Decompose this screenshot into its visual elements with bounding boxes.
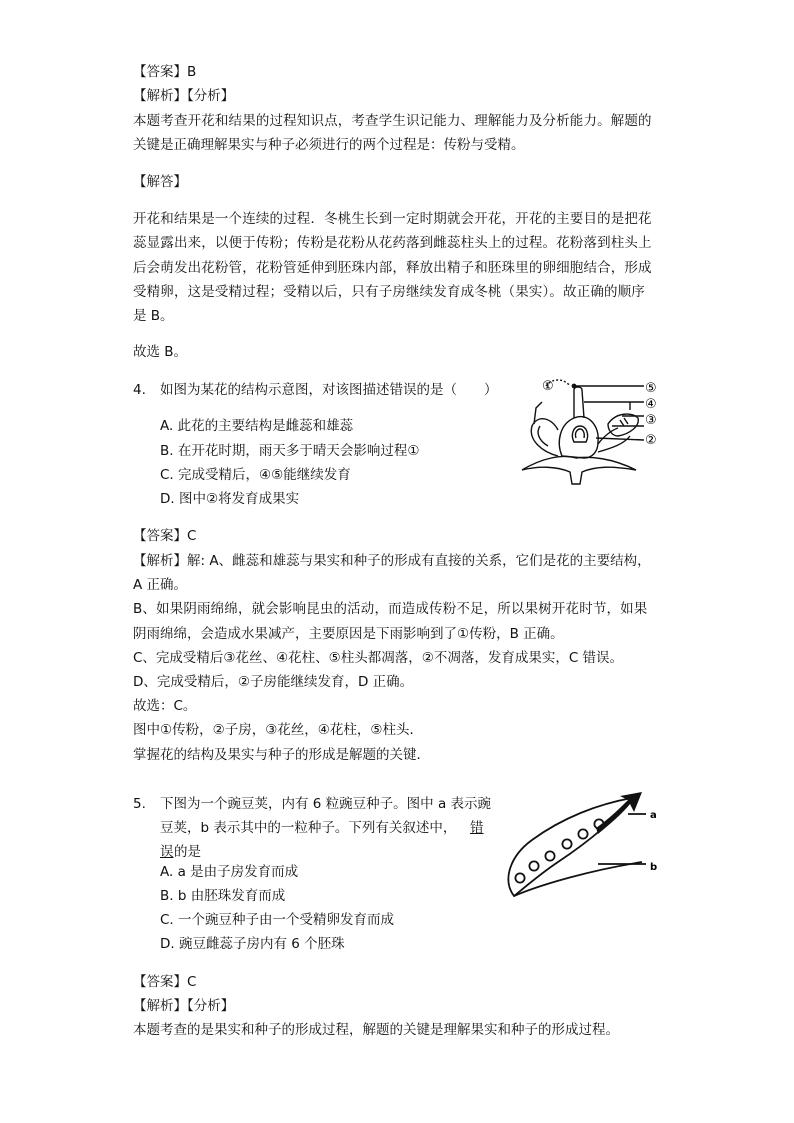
question-number: 5. [133, 796, 146, 812]
explanation-line: 图中①传粉，②子房，③花丝，④花柱，⑤柱头． [133, 722, 424, 738]
option-d: D. 图中②将发育成果实 [160, 491, 300, 507]
label-circle-1: ① [542, 379, 554, 394]
label-circle-5: ⑤ [645, 381, 657, 396]
label-b: b [650, 862, 658, 873]
solution-text-line: 后会萌发出花粉管，花粉管延伸到胚珠内部，释放出精子和胚珠里的卵细胞结合，形成 [133, 260, 652, 276]
emphasis-wrong: 错 [470, 820, 484, 836]
solution-text-line: 蕊显露出来，以便于传粉；传粉是花粉从花药落到雌蕊柱头上的过程。花粉落到柱头上 [133, 235, 652, 251]
answer-line: 【答案】B [133, 64, 197, 80]
analysis-heading: 【解析】【分析】 [133, 998, 235, 1014]
answer-line: 【答案】C [133, 974, 197, 990]
explanation-line: A 正确。 [133, 577, 188, 593]
explanation-line: B、如果阴雨绵绵，就会影响昆虫的活动，而造成传粉不足，所以果树开花时节，如果 [133, 601, 648, 617]
question-stem-line: 豆荚，b 表示其中的一粒种子。下列有关叙述中， [160, 820, 457, 836]
answer-line: 【答案】C [133, 528, 197, 544]
explanation-line: 故选：C。 [133, 698, 197, 714]
pea-pod-figure [502, 784, 672, 904]
question-stem: 如图为某花的结构示意图，对该图描述错误的是（ ） [160, 382, 498, 398]
analysis-heading: 【解析】【分析】 [133, 88, 235, 104]
explanation-line: D、完成受精后，②子房能继续发育，D 正确。 [133, 674, 414, 690]
solution-text-line: 是 B。 [133, 308, 174, 324]
solution-text-line: 受精卵，这是受精过程；受精以后，只有子房继续发育成冬桃（果实）。故正确的顺序 [133, 284, 645, 300]
emphasis-wrong: 误 [160, 844, 174, 860]
question-stem-line: 下图为一个豌豆荚，内有 6 粒豌豆种子。图中 a 表示豌 [160, 796, 492, 812]
option-a: A. a 是由子房发育而成 [160, 864, 299, 880]
choose-line: 故选 B。 [133, 344, 188, 360]
label-a: a [650, 810, 657, 821]
analysis-text-line: 关键是正确理解果实与种子必须进行的两个过程是：传粉与受精。 [133, 137, 525, 153]
explanation-line: 【解析】解: A、雌蕊和雄蕊与果实和种子的形成有直接的关系，它们是花的主要结构， [133, 553, 651, 569]
flower-structure-figure [512, 372, 662, 486]
option-b: B. b 由胚珠发育而成 [160, 888, 286, 904]
explanation-line: 阴雨绵绵，会造成水果减产，主要原因是下雨影响到了①传粉，B 正确。 [133, 626, 564, 642]
explanation-line: 掌握花的结构及果实与种子的形成是解题的关键． [133, 747, 430, 763]
question-stem-line: 的是 [174, 844, 201, 860]
solution-heading: 【解答】 [133, 174, 187, 190]
option-c: C. 一个豌豆种子由一个受精卵发育而成 [160, 912, 395, 928]
option-d: D. 豌豆雌蕊子房内有 6 个胚珠 [160, 936, 345, 952]
question-number: 4. [133, 382, 146, 398]
label-circle-3: ③ [645, 413, 657, 428]
option-c: C. 完成受精后，④⑤能继续发育 [160, 467, 351, 483]
label-circle-4: ④ [645, 397, 657, 412]
option-a: A. 此花的主要结构是雌蕊和雄蕊 [160, 418, 354, 434]
analysis-text-line: 本题考查的是果实和种子的形成过程，解题的关键是理解果实和种子的形成过程。 [133, 1022, 619, 1038]
option-b: B. 在开花时期，雨天多于晴天会影响过程① [160, 443, 420, 459]
analysis-text-line: 本题考查开花和结果的过程知识点，考查学生识记能力、理解能力及分析能力。解题的 [133, 113, 652, 129]
explanation-line: C、完成受精后③花丝、④花柱、⑤柱头都凋落，②不凋落，发育成果实，C 错误。 [133, 650, 624, 666]
solution-text-line: 开花和结果是一个连续的过程．冬桃生长到一定时期就会开花，开花的主要目的是把花 [133, 211, 652, 227]
label-circle-2: ② [645, 433, 657, 448]
